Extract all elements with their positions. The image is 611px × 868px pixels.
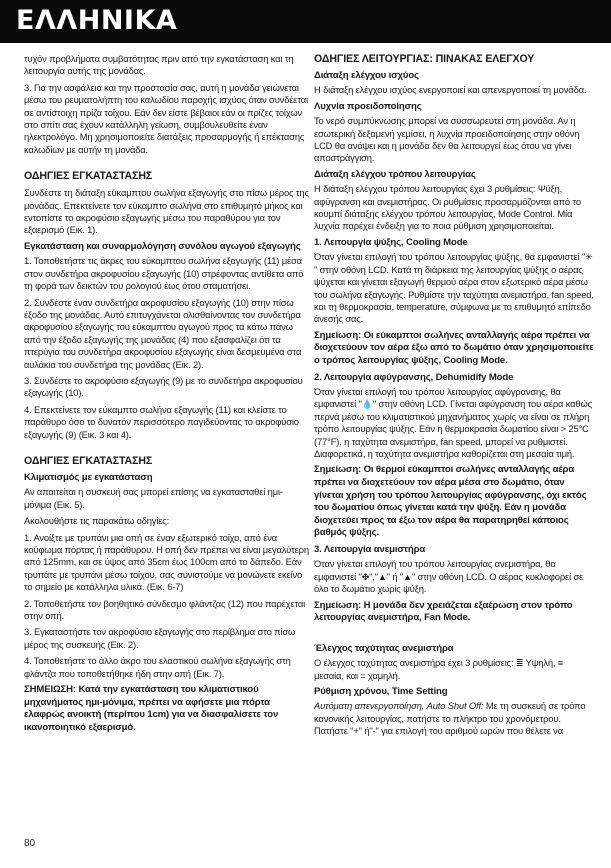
note: ΣΗΜΕΙΩΣΗ: Κατά την εγκατάσταση του κλιματιστικού μηχανήματος ημι-μόνιμα, πρέπει να αφήσετε μια πόρτα ελαφρώς ανοικτή (περίπου 1cm) για να διασφαλίσετε τον ικανοποιητικό εξαερισμό. <box>24 684 279 733</box>
paragraph: Όταν γίνεται επιλογή του τρόπου λειτουργίας ανεμιστήρα, θα εμφανιστεί "✤","▲" ή "▲" στην οθόνη LCD. Ο αέρας κυκλοφορεί σε όλο το δωμάτιο χωρίς ψύξη. <box>314 558 584 595</box>
paragraph: Η διάταξη ελέγχου τρόπου λειτουργίας έχει 3 ρυθμίσεις: Ψύξη, αφύγρανση και ανεμιστήρας. Οι ρυθμίσεις προσαρμόζονται από το κουμπί διάταξης ελέγχου τρόπου λειτουργίας, Mode Control. Μία λυχνία παρέχει ένδειξη για το ποια ρύθμιση χρησιμοποιείται. <box>314 183 581 232</box>
paragraph: Ακολουθήστε τις παρακάτω οδηγίες: <box>24 515 170 527</box>
text: Με τη συσκευή σε τρόπο κανονικής λειτουργίας, πατήστε το πλήκτρο του χρονόμετρου. Πατήστε "+" ή"-" για επιλογή του αριθμού ωρών που θέλετε να <box>314 700 586 737</box>
paragraph <box>314 657 594 682</box>
note: Σημείωση: Οι θερμοί εύκαμπτοι σωλήνες ανταλλαγής αέρα πρέπει να διοχετεύουν τον αέρα μέσα στο δωμάτιο, όταν γίνεται χρήση του τρόπου λειτουργίας αφύγρανσης, όχι εκτός του δωματίου όπως γίνεται κατά την ψύξη. Εάν η μονάδα διοχετεύει προς τα έξω τον αέρα θα παρατηρηθεί κάποιος βαθμός ψύξης. <box>314 464 587 539</box>
subheading: Λυχνία προειδοποίησης <box>314 100 422 112</box>
paragraph: Το νερό συμπύκνωσης μπορεί να συσσωρευτεί στη μονάδα. Αν η εσωτερική δεξαμενή γεμίσει, η λυχνία προειδοποίησης στην οθόνη LCD θα ανάψει και η μονάδα δεν θα λειτουργεί έως ότου να γίνει αποστράγγιση. <box>314 115 580 164</box>
intro-paragraph: 3. Για την ασφάλεια και την προστασία σας, αυτή η μονάδα γειώνεται μέσω του ρευματολήπτη του καλωδίου παροχής ισχύος όταν συνδέεται σε αντίστοιχη πρίζα τοίχου. Εάν δεν είστε βέβαιοι εάν οι πρίζες τοίχων στο σπίτι σας έχουν κατάλληλη γείωση, συμβουλευθείτε έναν ηλεκτρολόγο. Μη χρησιμοποιείτε διατάξεις προσαρμογής ή επέκτασης καλωδίων με αυτήν τη μονάδα. <box>24 81 308 155</box>
fan-mid-icon: ≡ <box>557 658 563 669</box>
fan-high-icon: ≣ <box>515 658 524 669</box>
section-heading: ΟΔΗΓΙΕΣ ΕΓΚΑΤΑΣΤΑΣΗΣ <box>24 170 153 183</box>
list-item: 1. Τοποθετήστε τις άκρες του εύκαμπτου σωλήνα εξαγωγής (11) μέσα στον συνδετήρα ακροφυσίου εξαγωγής (10) στρέφοντας αντίθετα από τη φορά των δεικτών του ρολογιού έως ότου σταματήσει. <box>24 255 304 292</box>
italic-text: Αυτόματη απενεργοποίηση, Auto Shut Off: <box>314 700 484 712</box>
note: Σημείωση: Η μονάδα δεν χρειάζεται εξαέρωση στον τρόπο λειτουργίας ανεμιστήρα, Fan Mode. <box>314 599 573 624</box>
subheading: Ρύθμιση χρόνου, Time Setting <box>314 685 448 697</box>
subheading: Εγκατάσταση και συναρμολόγηση συνόλου αγωγού εξαγωγής <box>24 240 301 252</box>
paragraph <box>314 700 594 737</box>
page-number: 80 <box>24 838 36 849</box>
subheading: Διάταξη ελέγχου ισχύος <box>314 70 419 81</box>
left-column <box>24 53 310 738</box>
paragraph: Αν απαιτείται η συσκευή σας μπορεί επίσης να εγκατασταθεί ημι-μόνιμα (Εικ. 5). <box>24 486 283 510</box>
list-item: 2. Συνδέστε έναν συνδετήρα ακροφυσίου εξαγωγής (10) στην πίσω έξοδο της μονάδας. Αυτό επιτυγχάνεται ολισθαίνοντας τον συνδετήρα ακροφυσίου εξαγωγής του εύκαμπτου αγωγού προς τα κάτω πάνω από την έξοδο εξαγωγής της μονάδας (4) που εξασφαλίζει ότι τα πτερύγια του συνδετήρα ακροφυσίου εξαγωγής είναι δεσμευμένα στα αυλάκια του συνδετήρα της μονάδας (Εικ. 2). <box>24 296 302 370</box>
text: στην οθόνη LCD. Γίνεται αφύγρανση του αέρα καθώς περνά μέσω του κλιματιστικού μηχανήματος χωρίς να είναι σε πλήρη τρόπο λειτουργίας ψύξης. Εάν η θερμοκρασία δωματίου είναι > 25°C (77°F), η ταχύτητα ανεμιστήρα, fan speed, μπορεί να ρυθμιστεί. Διαφορετικά, η ταχύτητα ανεμιστήρα καθορίζεται στη μεσαία τιμή. <box>314 398 593 459</box>
subheading: 2. Λειτουργία αφύγρανσης, Dehumidify Mode <box>314 371 514 383</box>
section-heading: ΟΔΗΓΙΕΣ ΕΓΚΑΤΑΣΤΑΣΗΣ <box>24 454 153 467</box>
fan-low-icon: ✤ <box>361 571 370 582</box>
subheading: Έλεγχος ταχύτητας ανεμιστήρα <box>314 642 454 654</box>
subheading: 1. Λειτουργία ψύξης, Cooling Mode <box>314 236 468 248</box>
text: στην οθόνη LCD. Κατά τη διάρκεια της λειτουργίας ψύξης ο αέρας ψύχεται και γίνεται εξαγωγή θερμού αέρα στον εξωτερικό αέρα μέσω του σωλήνα εξαγωγής. Ρυθμίστε την ταχύτητα ανεμιστήρα, fan speed, και τη θερμοκρασία, temperature, σύμφωνα με το επιθυμητό επίπεδο άνεσής σας. <box>314 263 594 325</box>
intro-paragraph: τυχόν προβλήματα συμβατότητας πριν από την εγκατάσταση και τη λειτουργία αυτής της μονάδας. <box>24 53 294 77</box>
section-heading: ΟΔΗΓΙΕΣ ΛΕΙΤΟΥΡΓΙΑΣ: ΠΙΝΑΚΑΣ ΕΛΕΓΧΟΥ <box>314 53 535 65</box>
paragraph: Συνδέστε τη διάταξη εύκαμπτου σωλήνα εξαγωγής στο πίσω μέρος της μονάδας. Επεκτείνετε τον εύκαμπτο σωλήνα στο επιθυμητό μήκος και εντοπίστε το ακροφύσιο εξαγωγής μέσω του παραθύρου για τον εξαερισμό (Εικ. 1). <box>24 187 309 236</box>
snowflake-icon: ✳ <box>585 252 593 263</box>
text: στην οθόνη LCD. Ο αέρας κυκλοφορεί σε όλο το δωμάτιο χωρίς ψύξη. <box>314 570 584 595</box>
language-header <box>0 0 611 43</box>
paragraph: Όταν γίνεται επιλογή του τρόπου λειτουργίας αφύγρανσης, θα εμφανιστεί "💧" στην οθόνη LCD. Γίνεται αφύγρανση του αέρα καθώς περνά μέσω του κλιματιστικού μηχανήματος χωρίς να είναι σε πλήρη τρόπο λειτουργίας ψύξης. Εάν η θερμοκρασία δωματίου είναι > 25°C (77°F), η ταχύτητα ανεμιστήρα, fan speed, μπορεί να ρυθμιστεί. Διαφορετικά, η ταχύτητα ανεμιστήρα καθορίζεται στη μεσαία τιμή. <box>314 385 593 459</box>
list-item: 4. Τοποθετήστε το άλλο άκρο του ελαστικού σωλήνα εξαγωγής στη φλάντζα που τοποθετήθηκε ήδη στην οπή (Εικ. 7). <box>24 655 291 679</box>
text: Όταν γίνεται επιλογή του τρόπου λειτουργίας ανεμιστήρα, θα εμφανιστεί <box>314 558 556 582</box>
page-title: ΕΛΛΗΝΙΚΑ <box>16 5 178 36</box>
paragraph: Η διάταξη ελέγχου ισχύος ενεργοποιεί και απενεργοποιεί τη μονάδα. <box>314 84 587 96</box>
note: Σημείωση: Οι εύκαμπτοι σωλήνες ανταλλαγής αέρα πρέπει να διοχετεύουν τον αέρα έξω από το δωμάτιο όταν χρησιμοποιείτε ο τρόπος λειτουργίας ψύξης, Cooling Mode. <box>314 329 594 366</box>
list-item: 1. Ανοίξτε με τρυπάνι μια οπή σε έναν εξωτερικό τοίχο, από ένα κούφωμα πόρτας ή παράθυρου. Η οπή δεν πρέπει να είναι μεγαλύτερη από 125mm, και σε ύψος από 35cm έως 100cm από το δάπεδο. Εάν τρυπάτε με τρυπάνι μέσω τοίχου, σας συνιστούμε να μονώνετε εκείνο το σημείο με κατάλληλα υλικά. (Εικ. 6-7) <box>24 531 309 593</box>
list-item: 4. Επεκτείνετε τον εύκαμπτο σωλήνα εξαγωγής (11) και κλείστε το παράθυρο όσο το δυνατόν περισσότερο παγιδεύοντας το ακροφύσιο εξαγωγής (9) (Εικ. 3 και 4). <box>24 403 299 440</box>
text: Όταν γίνεται επιλογή του τρόπου λειτουργίας ψύξης, θα εμφανιστεί <box>314 251 580 263</box>
text: Υψηλή, <box>525 657 556 669</box>
right-column <box>314 53 594 742</box>
subheading: Κλιματισμός με εγκατάσταση <box>24 471 153 483</box>
text: Ο έλεγχος ταχύτητας ανεμιστήρα έχει 3 ρυθμίσεις: <box>314 657 514 669</box>
fan-low-icon: = <box>360 670 366 681</box>
subheading: 3. Λειτουργία ανεμιστήρα <box>314 543 426 555</box>
subheading: Διάταξη ελέγχου τρόπου λειτουργίας <box>314 168 476 180</box>
text: Όταν γίνεται επιλογή του τρόπου λειτουργίας αφύγρανσης, θα εμφανιστεί <box>314 385 561 410</box>
fan-high-icon: ▲ <box>403 571 412 582</box>
paragraph: Όταν γίνεται επιλογή του τρόπου λειτουργίας ψύξης, θα εμφανιστεί "✳" στην οθόνη LCD. Κατά τη διάρκεια της λειτουργίας ψύξης ο αέρας ψύχεται και γίνεται εξαγωγή θερμού αέρα στον εξωτερικό αέρα μέσω του σωλήνα εξαγωγής. Ρυθμίστε την ταχύτητα ανεμιστήρα, fan speed, και τη θερμοκρασία, temperature, σύμφωνα με το επιθυμητό επίπεδο άνεσής σας. <box>314 251 594 325</box>
list-item: 3. Συνδέστε το ακροφύσιο εξαγωγής (9) με το συνδετήρα ακροφυσίου εξαγωγής (10). <box>24 374 303 399</box>
list-item: 2. Τοποθετήστε τον βοηθητικό σύνδεσμο φλάντζας (12) που παρέχεται στην οπή. <box>24 597 306 622</box>
text: χαμηλή. <box>367 669 401 681</box>
text: μεσαία, και <box>314 669 358 681</box>
fan-mid-icon: ▲ <box>377 571 387 582</box>
droplet-icon: 💧 <box>361 399 373 410</box>
list-item: 3. Εγκαταστήστε τον ακροφύσιο εξαγωγής στο περίβλημα στο πίσω μέρος της συσκευής (Εικ. 2). <box>24 626 296 650</box>
